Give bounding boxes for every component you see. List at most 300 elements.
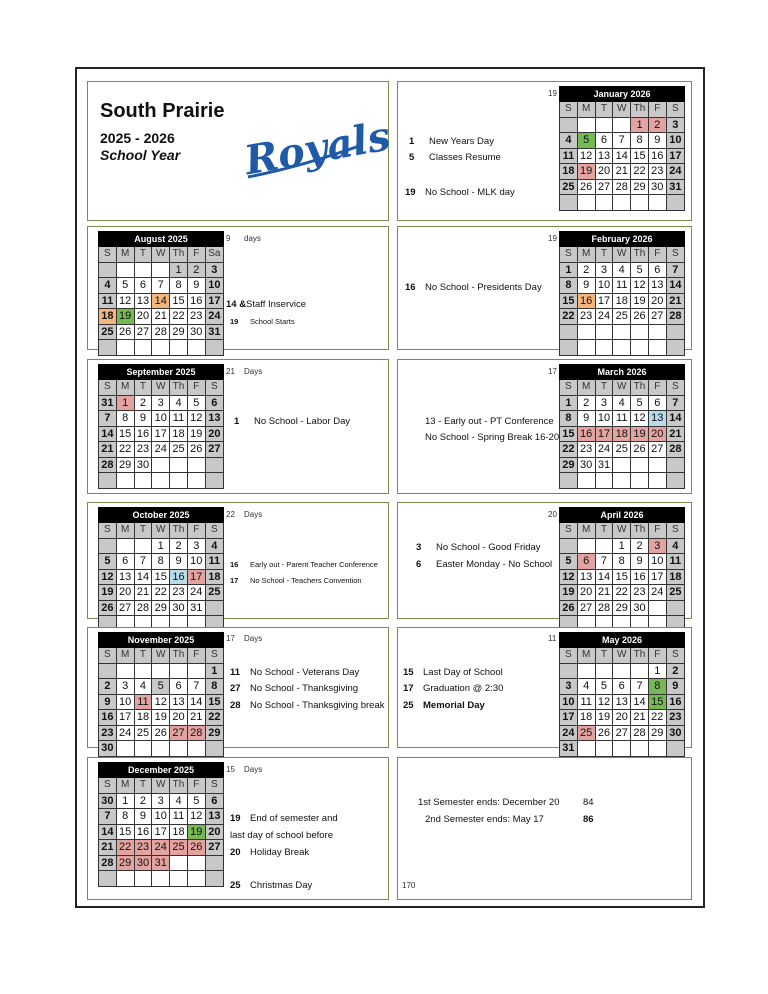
empty-day-cell — [152, 340, 170, 356]
weekday-header: M — [116, 247, 134, 263]
day-cell: 27 — [116, 600, 134, 616]
day-cell: 10 — [560, 694, 578, 710]
day-cell: 31 — [595, 457, 613, 473]
day-cell: 18 — [134, 710, 152, 726]
day-cell: 9 — [631, 554, 649, 570]
day-cell: 29 — [631, 179, 649, 195]
event-note — [416, 542, 541, 553]
empty-day-cell — [577, 324, 595, 340]
day-cell: 5 — [631, 262, 649, 278]
day-cell: 8 — [152, 554, 170, 570]
weekday-header: S — [99, 778, 117, 794]
day-cell: 9 — [134, 809, 152, 825]
day-cell: 2 — [631, 538, 649, 554]
weekday-header: S — [99, 380, 117, 396]
day-cell: 23 — [187, 309, 205, 325]
day-cell: 27 — [648, 442, 666, 458]
day-cell: 5 — [99, 554, 117, 570]
empty-day-cell — [170, 663, 188, 679]
day-cell: 20 — [205, 426, 223, 442]
day-cell: 3 — [648, 538, 666, 554]
day-cell: 7 — [99, 809, 117, 825]
empty-day-cell — [666, 600, 684, 616]
day-cell: 24 — [152, 442, 170, 458]
day-cell: 26 — [187, 840, 205, 856]
day-cell: 25 — [577, 725, 595, 741]
day-cell: 15 — [648, 694, 666, 710]
day-cell: 8 — [560, 278, 578, 294]
empty-day-cell — [631, 741, 649, 757]
event-note — [425, 432, 559, 443]
day-cell: 25 — [205, 585, 223, 601]
day-cell: 25 — [560, 179, 578, 195]
day-cell: 20 — [613, 710, 631, 726]
day-cell: 5 — [152, 679, 170, 695]
day-cell: 2 — [577, 395, 595, 411]
weekday-header: Sa — [205, 247, 223, 263]
day-cell: 2 — [99, 679, 117, 695]
day-cell: 12 — [595, 694, 613, 710]
day-cell: 9 — [666, 679, 684, 695]
day-cell: 7 — [152, 278, 170, 294]
day-cell: 12 — [116, 293, 134, 309]
day-cell: 7 — [187, 679, 205, 695]
day-cell: 17 — [666, 148, 684, 164]
weekday-header: T — [595, 380, 613, 396]
event-note — [230, 830, 333, 841]
day-cell: 4 — [613, 395, 631, 411]
day-cell: 20 — [648, 293, 666, 309]
empty-day-cell — [577, 117, 595, 133]
day-cell: 21 — [187, 710, 205, 726]
day-cell: 10 — [152, 809, 170, 825]
weekday-header: W — [613, 380, 631, 396]
day-cell: 2 — [187, 262, 205, 278]
day-cell: 28 — [134, 600, 152, 616]
empty-day-cell — [577, 340, 595, 356]
empty-day-cell — [595, 473, 613, 489]
day-cell: 27 — [648, 309, 666, 325]
day-cell: 11 — [99, 293, 117, 309]
empty-day-cell — [631, 324, 649, 340]
month-title: February 2026 — [560, 232, 685, 247]
day-cell: 6 — [613, 679, 631, 695]
weekday-header: W — [152, 247, 170, 263]
empty-day-cell — [613, 324, 631, 340]
event-date: 17 — [230, 576, 239, 585]
empty-day-cell — [116, 741, 134, 757]
weekday-header: Th — [631, 523, 649, 539]
day-cell: 27 — [577, 600, 595, 616]
day-cell: 30 — [648, 179, 666, 195]
day-cell: 22 — [170, 309, 188, 325]
day-cell: 26 — [116, 324, 134, 340]
day-cell: 4 — [560, 133, 578, 149]
weekday-header: S — [666, 247, 684, 263]
day-cell: 14 — [666, 411, 684, 427]
day-cell: 28 — [187, 725, 205, 741]
event-text: Graduation @ 2:30 — [423, 683, 504, 694]
weekday-header: S — [560, 247, 578, 263]
day-cell: 31 — [560, 741, 578, 757]
event-text: No School - Good Friday — [436, 542, 541, 553]
day-cell: 5 — [560, 554, 578, 570]
weekday-header: S — [666, 523, 684, 539]
day-cell: 6 — [577, 554, 595, 570]
day-cell: 19 — [560, 585, 578, 601]
day-cell: 3 — [595, 262, 613, 278]
day-cell: 25 — [666, 585, 684, 601]
summary-panel — [397, 757, 692, 900]
weekday-header: S — [205, 380, 223, 396]
weekday-header: Th — [170, 778, 188, 794]
weekday-header: M — [577, 648, 595, 664]
event-note — [230, 560, 378, 569]
day-cell: 25 — [613, 442, 631, 458]
empty-day-cell — [648, 600, 666, 616]
event-note — [230, 667, 359, 678]
empty-day-cell — [631, 195, 649, 211]
month-title: November 2025 — [99, 633, 224, 648]
day-cell: 9 — [648, 133, 666, 149]
weekday-header: Th — [631, 380, 649, 396]
day-cell: 24 — [595, 442, 613, 458]
day-cell: 23 — [134, 442, 152, 458]
empty-day-cell — [648, 457, 666, 473]
day-cell: 9 — [187, 278, 205, 294]
weekday-header: S — [205, 648, 223, 664]
event-date: 3 — [416, 542, 422, 553]
day-cell: 21 — [631, 710, 649, 726]
empty-day-cell — [152, 473, 170, 489]
event-note — [409, 136, 494, 147]
day-cell: 19 — [595, 710, 613, 726]
day-cell: 29 — [116, 855, 134, 871]
empty-day-cell — [666, 741, 684, 757]
day-cell: 8 — [613, 554, 631, 570]
day-cell: 27 — [613, 725, 631, 741]
day-cell: 9 — [577, 278, 595, 294]
day-cell: 2 — [134, 793, 152, 809]
day-cell: 2 — [666, 663, 684, 679]
weekday-header: S — [99, 247, 117, 263]
day-cell: 1 — [631, 117, 649, 133]
event-note — [234, 416, 350, 427]
day-cell: 30 — [170, 600, 188, 616]
month-title: April 2026 — [560, 508, 685, 523]
day-cell: 22 — [152, 585, 170, 601]
weekday-header: S — [560, 380, 578, 396]
event-date: 6 — [416, 559, 422, 570]
day-cell: 3 — [187, 538, 205, 554]
day-cell: 15 — [560, 293, 578, 309]
empty-day-cell — [170, 855, 188, 871]
day-cell: 17 — [595, 293, 613, 309]
day-cell: 11 — [666, 554, 684, 570]
day-cell: 13 — [595, 148, 613, 164]
day-cell: 20 — [595, 164, 613, 180]
empty-day-cell — [613, 117, 631, 133]
school-days-count: 17 — [548, 367, 557, 376]
calendar-apr — [559, 507, 685, 632]
day-cell: 25 — [613, 309, 631, 325]
empty-day-cell — [187, 855, 205, 871]
empty-day-cell — [134, 262, 152, 278]
sem2-label: 2nd Semester ends: May 17 — [425, 814, 544, 825]
empty-day-cell — [666, 195, 684, 211]
day-cell: 19 — [577, 164, 595, 180]
empty-day-cell — [152, 663, 170, 679]
empty-day-cell — [187, 473, 205, 489]
day-cell: 8 — [631, 133, 649, 149]
weekday-header: T — [134, 247, 152, 263]
event-text: No School - Thanksgiving break — [250, 700, 385, 711]
event-date: 17 — [403, 683, 414, 694]
day-cell: 24 — [116, 725, 134, 741]
event-note — [416, 559, 552, 570]
event-date: 16 — [230, 560, 239, 569]
day-cell: 21 — [134, 585, 152, 601]
prev-month-day: 30 — [99, 793, 117, 809]
day-cell: 30 — [99, 741, 117, 757]
day-cell: 19 — [152, 710, 170, 726]
day-cell: 21 — [666, 426, 684, 442]
day-cell: 15 — [205, 694, 223, 710]
event-note — [403, 683, 503, 694]
day-cell: 24 — [152, 840, 170, 856]
day-cell: 17 — [187, 569, 205, 585]
day-cell: 12 — [187, 809, 205, 825]
day-cell: 10 — [648, 554, 666, 570]
empty-day-cell — [152, 871, 170, 887]
day-cell: 3 — [152, 395, 170, 411]
month-title: March 2026 — [560, 365, 685, 380]
day-cell: 22 — [613, 585, 631, 601]
day-cell: 20 — [170, 710, 188, 726]
day-cell: 14 — [99, 426, 117, 442]
empty-day-cell — [170, 457, 188, 473]
event-text: Early out - Parent Teacher Conference — [250, 560, 378, 569]
weekday-header: F — [187, 247, 205, 263]
day-cell: 9 — [134, 411, 152, 427]
day-cell: 13 — [205, 411, 223, 427]
empty-day-cell — [595, 741, 613, 757]
day-cell: 23 — [99, 725, 117, 741]
day-cell: 23 — [577, 442, 595, 458]
day-cell: 29 — [560, 457, 578, 473]
day-cell: 6 — [205, 793, 223, 809]
event-date: 5 — [409, 152, 415, 163]
day-cell: 30 — [577, 457, 595, 473]
school-days-label: Days — [244, 510, 263, 519]
sem2-days: 86 — [583, 814, 594, 825]
day-cell: 1 — [613, 538, 631, 554]
day-cell: 23 — [170, 585, 188, 601]
weekday-header: Th — [631, 102, 649, 118]
empty-day-cell — [666, 324, 684, 340]
day-cell: 13 — [648, 411, 666, 427]
day-cell: 22 — [205, 710, 223, 726]
day-cell: 5 — [187, 395, 205, 411]
empty-day-cell — [560, 195, 578, 211]
event-note — [230, 813, 338, 824]
day-cell: 26 — [560, 600, 578, 616]
day-cell: 25 — [170, 840, 188, 856]
day-cell: 28 — [666, 309, 684, 325]
day-cell: 29 — [170, 324, 188, 340]
weekday-header: W — [613, 247, 631, 263]
weekday-header: W — [613, 523, 631, 539]
day-cell: 26 — [595, 725, 613, 741]
day-cell: 3 — [666, 117, 684, 133]
day-cell: 11 — [613, 278, 631, 294]
day-cell: 16 — [648, 148, 666, 164]
event-date: 19 — [230, 813, 241, 824]
day-cell: 8 — [560, 411, 578, 427]
event-text: Easter Monday - No School — [436, 559, 553, 570]
day-cell: 3 — [152, 793, 170, 809]
calendar-nov — [98, 632, 224, 757]
day-cell: 30 — [187, 324, 205, 340]
day-cell: 13 — [577, 569, 595, 585]
day-cell: 10 — [595, 411, 613, 427]
day-cell: 4 — [99, 278, 117, 294]
day-cell: 2 — [170, 538, 188, 554]
weekday-header: F — [648, 102, 666, 118]
day-cell: 21 — [595, 585, 613, 601]
weekday-header: M — [116, 523, 134, 539]
day-cell: 28 — [99, 855, 117, 871]
day-cell: 11 — [613, 411, 631, 427]
day-cell: 26 — [187, 442, 205, 458]
day-cell: 12 — [577, 148, 595, 164]
event-text: Memorial Day — [423, 700, 485, 711]
empty-day-cell — [648, 340, 666, 356]
day-cell: 19 — [187, 426, 205, 442]
empty-day-cell — [187, 871, 205, 887]
weekday-header: M — [116, 380, 134, 396]
school-days-count: 15 — [226, 765, 235, 774]
empty-day-cell — [134, 871, 152, 887]
empty-day-cell — [613, 195, 631, 211]
empty-day-cell — [613, 457, 631, 473]
day-cell: 1 — [648, 663, 666, 679]
empty-day-cell — [205, 855, 223, 871]
day-cell: 23 — [134, 840, 152, 856]
school-days-label: Days — [244, 367, 263, 376]
empty-day-cell — [134, 741, 152, 757]
school-days-count: 11 — [548, 634, 557, 643]
month-title: May 2026 — [560, 633, 685, 648]
day-cell: 11 — [560, 148, 578, 164]
empty-day-cell — [613, 340, 631, 356]
empty-day-cell — [560, 538, 578, 554]
day-cell: 19 — [187, 824, 205, 840]
school-days-label: days — [244, 234, 261, 243]
day-cell: 3 — [116, 679, 134, 695]
day-cell: 24 — [648, 585, 666, 601]
empty-day-cell — [613, 663, 631, 679]
day-cell: 28 — [631, 725, 649, 741]
school-days-count: 9 — [226, 234, 231, 243]
day-cell: 11 — [170, 809, 188, 825]
day-cell: 20 — [134, 309, 152, 325]
school-days-count: 17 — [226, 634, 235, 643]
empty-day-cell — [666, 340, 684, 356]
day-cell: 16 — [134, 824, 152, 840]
event-text: Holiday Break — [250, 847, 310, 858]
weekday-header: F — [648, 648, 666, 664]
weekday-header: F — [187, 380, 205, 396]
day-cell: 24 — [666, 164, 684, 180]
day-cell: 27 — [205, 840, 223, 856]
day-cell: 4 — [134, 679, 152, 695]
empty-day-cell — [187, 457, 205, 473]
school-name: South Prairie — [100, 100, 225, 122]
day-cell: 29 — [152, 600, 170, 616]
day-cell: 5 — [187, 793, 205, 809]
day-cell: 24 — [187, 585, 205, 601]
day-cell: 29 — [205, 725, 223, 741]
empty-day-cell — [134, 663, 152, 679]
day-cell: 6 — [170, 679, 188, 695]
day-cell: 30 — [134, 855, 152, 871]
weekday-header: T — [595, 247, 613, 263]
day-cell: 23 — [631, 585, 649, 601]
day-cell: 6 — [134, 278, 152, 294]
day-cell: 5 — [577, 133, 595, 149]
weekday-header: F — [187, 523, 205, 539]
day-cell: 19 — [631, 293, 649, 309]
day-cell: 14 — [187, 694, 205, 710]
day-cell: 3 — [560, 679, 578, 695]
month-title: August 2025 — [99, 232, 224, 247]
calendar-may — [559, 632, 685, 757]
day-cell: 12 — [99, 569, 117, 585]
day-cell: 27 — [134, 324, 152, 340]
empty-day-cell — [577, 538, 595, 554]
empty-day-cell — [99, 340, 117, 356]
day-cell: 16 — [170, 569, 188, 585]
weekday-header: F — [187, 778, 205, 794]
empty-day-cell — [99, 538, 117, 554]
day-cell: 16 — [577, 293, 595, 309]
empty-day-cell — [99, 663, 117, 679]
prev-month-day: 31 — [99, 395, 117, 411]
weekday-header: T — [595, 102, 613, 118]
day-cell: 2 — [577, 262, 595, 278]
empty-day-cell — [187, 340, 205, 356]
empty-day-cell — [116, 473, 134, 489]
day-cell: 11 — [170, 411, 188, 427]
day-cell: 23 — [577, 309, 595, 325]
weekday-header: S — [99, 523, 117, 539]
day-cell: 17 — [116, 710, 134, 726]
day-cell: 14 — [134, 569, 152, 585]
empty-day-cell — [648, 741, 666, 757]
day-cell: 12 — [631, 278, 649, 294]
day-cell: 18 — [560, 164, 578, 180]
day-cell: 7 — [666, 262, 684, 278]
empty-day-cell — [134, 538, 152, 554]
weekday-header: M — [577, 102, 595, 118]
day-cell: 15 — [631, 148, 649, 164]
event-text: End of semester and — [250, 813, 338, 824]
event-text: No School - Veterans Day — [250, 667, 360, 678]
day-cell: 2 — [648, 117, 666, 133]
day-cell: 17 — [152, 426, 170, 442]
day-cell: 16 — [99, 710, 117, 726]
